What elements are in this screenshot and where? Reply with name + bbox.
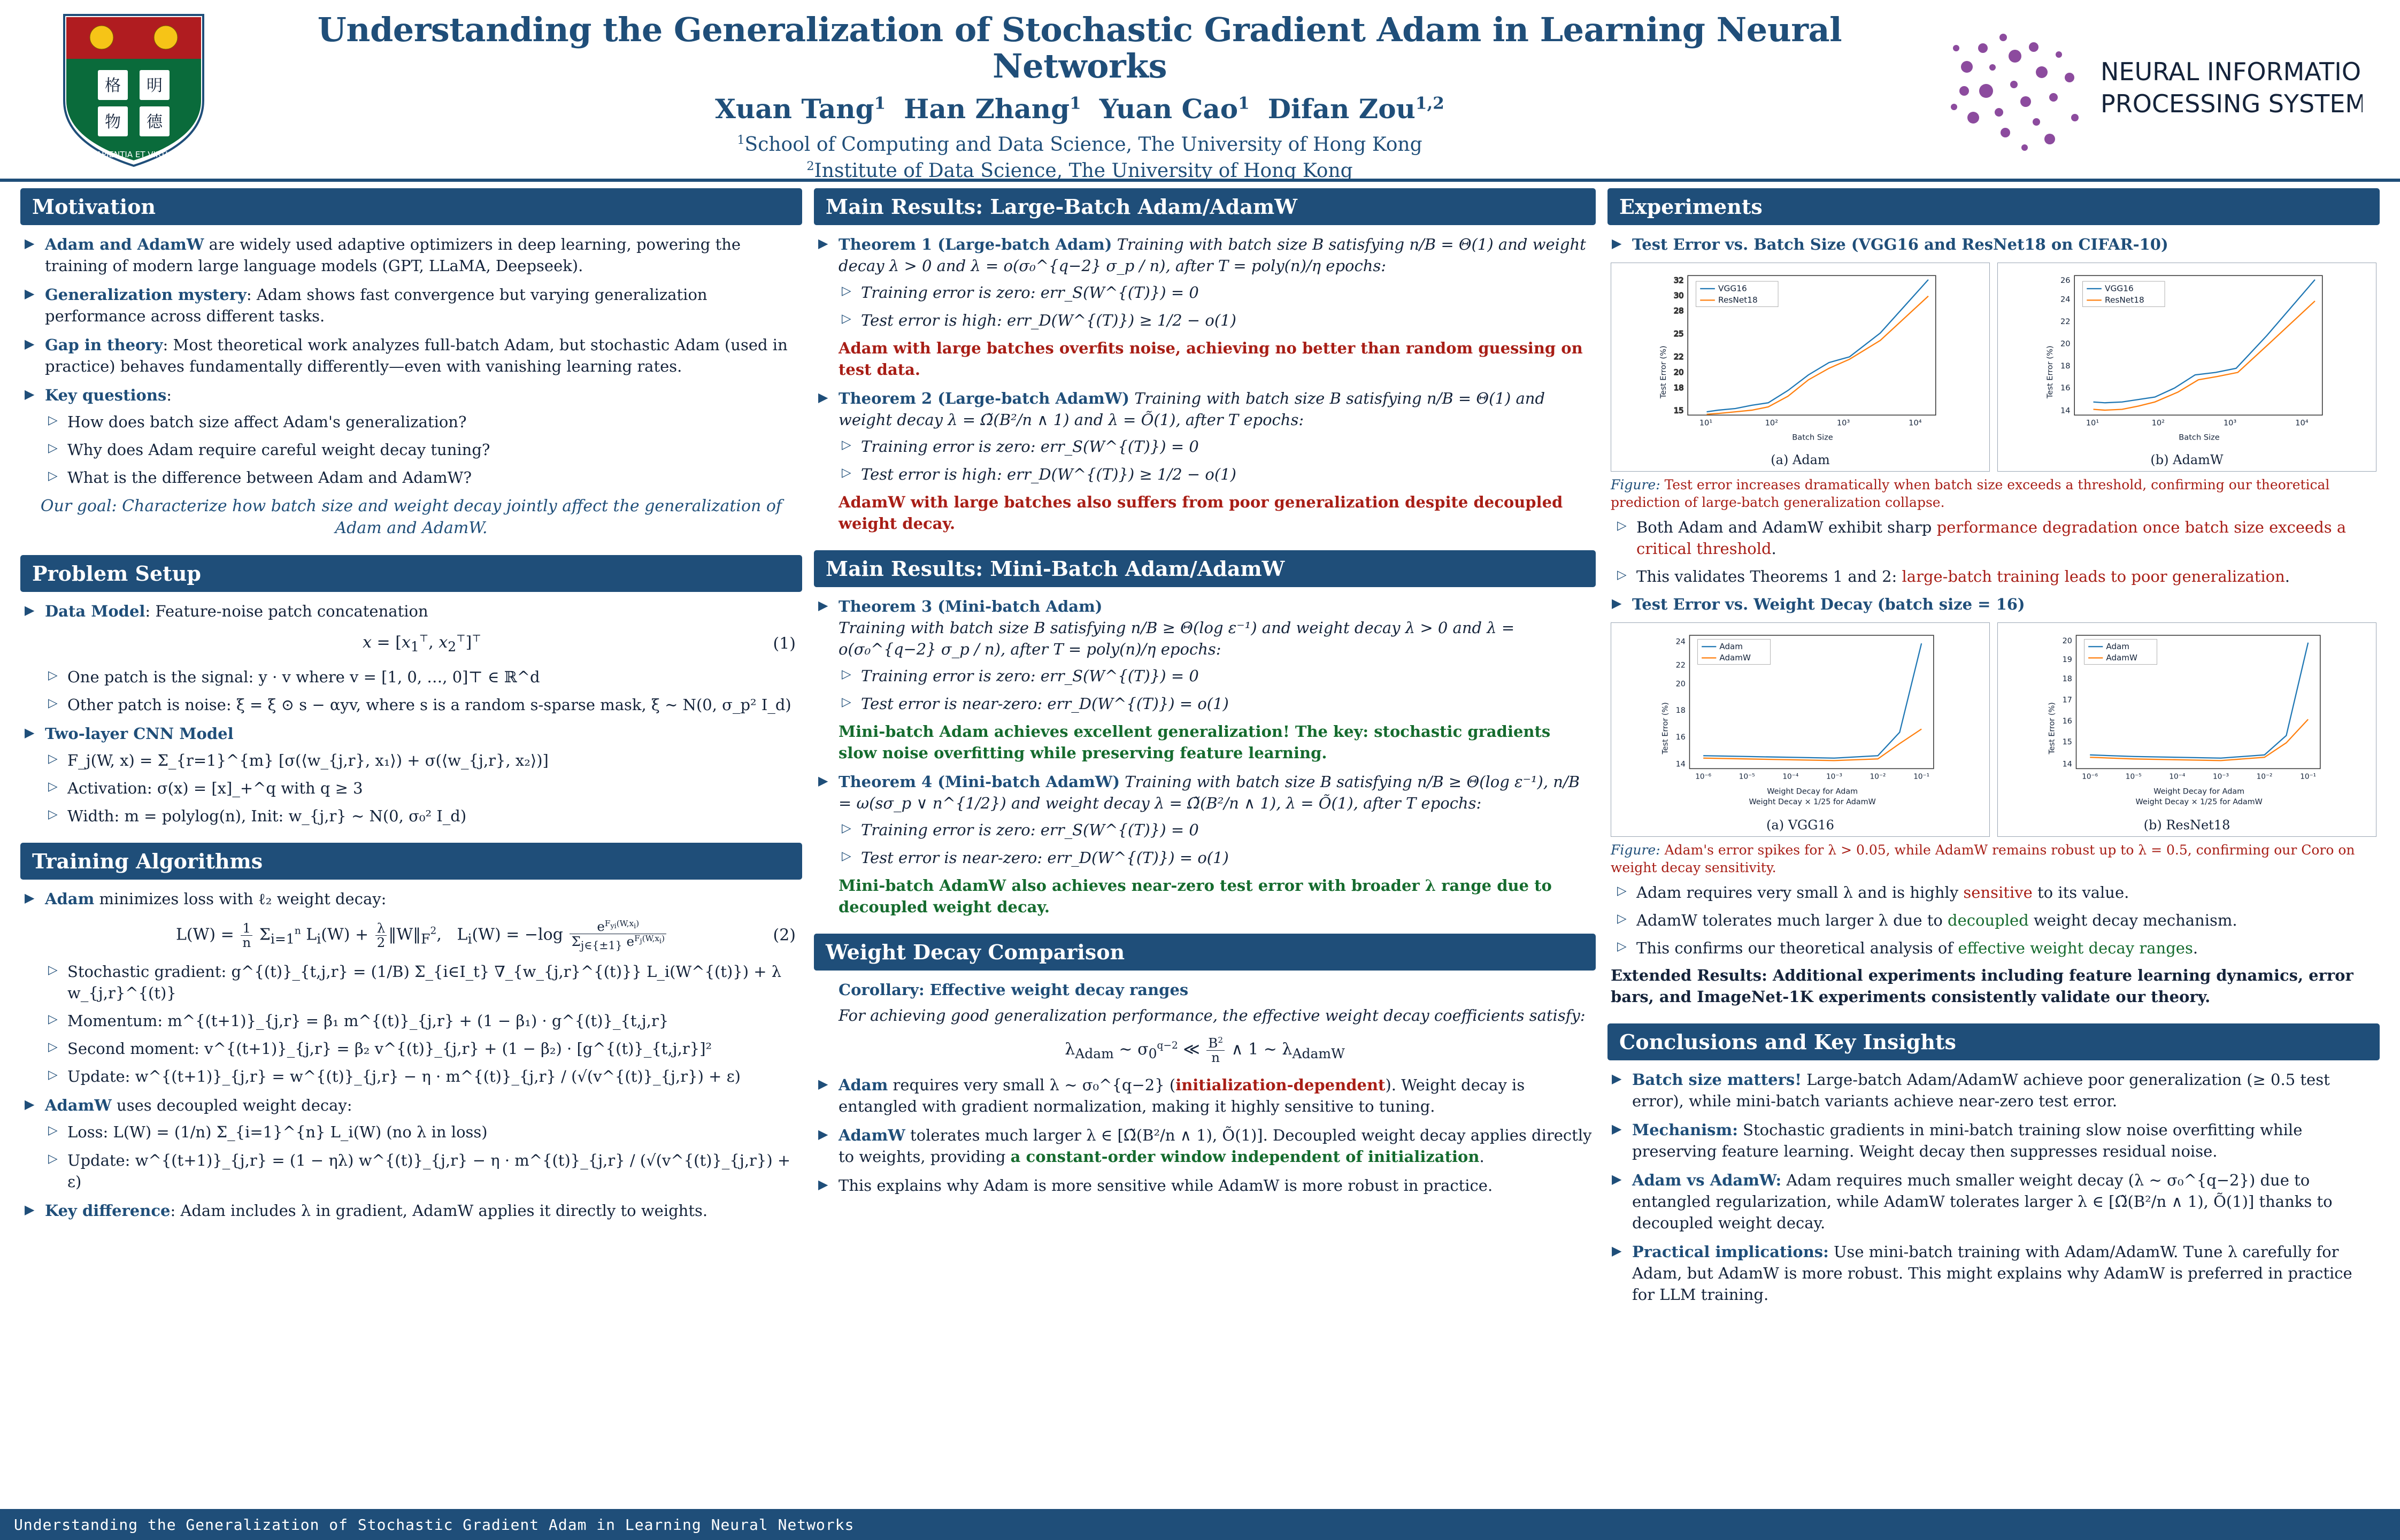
- equation-2: L(W) = $\frac{1}{n}$ $\Sigma_{i=1}^n$ $L_i(W)$ + $\frac{\lambda}{2}$ $‖W‖_F^2$, $L_i(W) = -\log$ $\frac{e^{F_{yi}(W,x_i)}}{\Sigma_{j\in\{\pm 1\}} e^{F_j(W,x_i)}}$ (2): [175, 918, 796, 952]
- svg-text:17: 17: [2062, 696, 2072, 705]
- list-item: ▷ Training error is zero: err_S(W^{(T)}) = 0: [839, 282, 1593, 303]
- list-item: ▷ Second moment: v^{(t+1)}_{j,r} = β₂ v^{(t)}_{j,r} + (1 − β₂) · [g^{(t)}_{t,j,r}]²: [45, 1038, 799, 1059]
- list-item: ▷ Training error is zero: err_S(W^{(T)}) = 0: [839, 436, 1593, 457]
- equation-1: $x = [x_1^⊤$, $x_2^⊤]^⊤$ (1): [363, 633, 796, 655]
- svg-text:10⁻²: 10⁻²: [2256, 772, 2273, 781]
- svg-text:10¹: 10¹: [2086, 418, 2099, 428]
- footer-bar: [0, 1509, 2400, 1540]
- column-middle: [814, 188, 1596, 1212]
- svg-text:18: 18: [2060, 361, 2071, 371]
- list-item: ▶ Batch size matters! Large-batch Adam/AdamW achieve poor generalization (≥ 0.5 test error), while mini-batch variants achieve near-zero test error.: [1611, 1069, 2376, 1112]
- theorem-1-conclusion: Adam with large batches overfits noise, achieving no better than random guessing on test data.: [839, 339, 1583, 379]
- chart-batch-adam: [1611, 263, 1990, 472]
- section-header-problem-setup: Problem Setup: [20, 555, 802, 592]
- list-item: ▶ Adam vs AdamW: Adam requires much smaller weight decay (λ ∼ σ₀^{q−2}) due to entangled regularization, while AdamW tolerates larger λ ∈ [Ω̃(B²/n ∧ 1), Õ(1)] thanks to decoupled weight decay.: [1611, 1169, 2376, 1234]
- corollary-title: Corollary: Effective weight decay ranges: [839, 981, 1189, 999]
- section-body-large-batch: [814, 234, 1596, 534]
- svg-text:10⁻⁴: 10⁻⁴: [1782, 772, 1799, 781]
- list-item: ▷ Training error is zero: err_S(W^{(T)}) = 0: [839, 819, 1593, 841]
- affiliation-1: $^1$School of Computing and Data Science, The University of Hong Kong: [737, 133, 1422, 156]
- extended-results: Extended Results: Additional experiments including feature learning dynamics, error bars, and ImageNet-1K experiments consistently validate our theory.: [1611, 966, 2353, 1006]
- svg-text:10³: 10³: [1836, 418, 1850, 428]
- column-right: [1607, 188, 2380, 1321]
- list-item: ▶ Mechanism: Stochastic gradients in mini-batch training slow noise overfitting while preserving feature learning. Weight decay then suppresses residual noise.: [1611, 1119, 2376, 1162]
- svg-text:14: 14: [2060, 406, 2071, 415]
- svg-text:10⁻⁵: 10⁻⁵: [2125, 772, 2142, 781]
- svg-text:20: 20: [1673, 368, 1684, 378]
- equation-1-tag: (1): [773, 634, 796, 653]
- svg-text:10²: 10²: [1765, 418, 1778, 428]
- svg-text:Test Error (%): Test Error (%): [1661, 702, 1670, 754]
- affiliations: [230, 132, 1929, 184]
- list-item: ▷ Loss: L(W) = (1/n) Σ_{i=1}^{n} L_i(W) (no λ in loss): [45, 1121, 799, 1143]
- svg-text:22: 22: [1673, 352, 1684, 361]
- svg-text:14: 14: [2062, 760, 2072, 769]
- section-header-experiments: Experiments: [1607, 188, 2380, 225]
- poster-header: [0, 0, 2400, 182]
- figure-caption: (b) AdamW: [2150, 452, 2224, 468]
- list-item: ▶ Theorem 4 (Mini-batch AdamW) Training with batch size B satisfying n/B ≥ Θ(log ε⁻¹), n/B = ω(sσ_p ∨ n^{1/2}) and weight decay λ = Ω̃(B²/n ∧ 1), λ = Õ(1), after T epochs: ▷ Training error is zero: err_S(W^{(T)}) = 0 ▷ Test error is near-zero: err_D(W^{(T)}) = o(1) Mini-batch AdamW also achieves near-zero test error with broader λ range due to decoupled weight decay.: [817, 771, 1593, 918]
- list-item: ▷ What is the difference between Adam and AdamW?: [45, 467, 799, 488]
- svg-text:10⁻¹: 10⁻¹: [2300, 772, 2317, 781]
- list-item: ▶ Key difference: Adam includes λ in gradient, AdamW applies it directly to weights.: [24, 1200, 799, 1221]
- affiliation-2: $^2$Institute of Data Science, The University of Hong Kong: [806, 159, 1353, 182]
- list-item: ▷ Both Adam and AdamW exhibit sharp performance degradation once batch size exceeds a critical threshold.: [1614, 517, 2376, 559]
- list-item: ▷ Update: w^{(t+1)}_{j,r} = w^{(t)}_{j,r} − η · m^{(t)}_{j,r} / (√(v^{(t)}_{j,r}) + ε): [45, 1066, 799, 1087]
- list-item: ▶ Test Error vs. Weight Decay (batch size = 16): [1611, 594, 2376, 615]
- svg-text:Adam: Adam: [2106, 642, 2130, 652]
- svg-text:10⁻²: 10⁻²: [1870, 772, 1886, 781]
- svg-text:16: 16: [2062, 717, 2072, 726]
- list-item: ▷ Activation: σ(x) = [x]_+^q with q ≥ 3: [45, 777, 799, 799]
- svg-text:24: 24: [1675, 637, 1686, 646]
- list-item: ▶ Two-layer CNN Model ▷ F_j(W, x) = Σ_{r=1}^{m} [σ(⟨w_{j,r}, x₁⟩) + σ(⟨w_{j,r}, x₂⟩)] ▷ Activation: σ(x) = [x]_+^q with q ≥ 3 ▷ Width: m = polylog(n), Init: w_{j,r} ∼ N(0, σ₀² I_d): [24, 723, 799, 827]
- legend-vgg16: VGG16: [1718, 283, 1747, 294]
- svg-text:24: 24: [2060, 295, 2071, 304]
- svg-text:Weight Decay for Adam: Weight Decay for Adam: [1767, 787, 1858, 796]
- author-3: Yuan Cao$^1$: [1099, 93, 1250, 125]
- theorem-3-statement: Training with batch size B satisfying n/B ≥ Θ(log ε⁻¹) and weight decay λ > 0 and λ = o(σ₀^{q−2} σ_p / n), after T = poly(n)/η epochs:: [839, 619, 1515, 659]
- svg-text:26: 26: [2060, 276, 2071, 286]
- list-item: ▶ Practical implications: Use mini-batch training with Adam/AdamW. Tune λ carefully for Adam, but AdamW is more robust. This might explains why AdamW is preferred in practice for LLM training.: [1611, 1241, 2376, 1305]
- svg-text:10⁴: 10⁴: [1909, 418, 1922, 428]
- section-header-large-batch: Main Results: Large-Batch Adam/AdamW: [814, 188, 1596, 225]
- svg-text:32: 32: [1673, 276, 1684, 286]
- section-body-problem-setup: [20, 600, 802, 827]
- svg-text:25: 25: [1673, 329, 1684, 338]
- column-left: [20, 188, 802, 1237]
- section-body-experiments: [1607, 234, 2380, 1007]
- svg-text:10⁻³: 10⁻³: [1826, 772, 1842, 781]
- svg-text:10⁻⁶: 10⁻⁶: [2082, 772, 2098, 781]
- chart-xlabel: Batch Size: [1792, 433, 1833, 442]
- list-item: ▶ Key questions: ▷ How does batch size affect Adam's generalization? ▷ Why does Adam require careful weight decay tuning? ▷ What is the difference between Adam and AdamW?: [24, 384, 799, 488]
- figure-note-batch: Figure: Test error increases dramatically when batch size exceeds a threshold, confirming our theoretical prediction of large-batch generalization collapse.: [1611, 477, 2330, 511]
- list-item: ▷ Adam requires very small λ and is highly sensitive to its value.: [1614, 882, 2376, 903]
- svg-text:Batch Size: Batch Size: [2179, 433, 2220, 442]
- author-2: Han Zhang$^1$: [904, 93, 1081, 125]
- hku-motto: SAPIENTIA ET VIRTUS: [91, 150, 176, 159]
- svg-text:物: 物: [105, 113, 121, 132]
- svg-text:Weight Decay for Adam: Weight Decay for Adam: [2153, 787, 2245, 796]
- svg-text:15: 15: [2062, 738, 2072, 747]
- section-body-conclusions: [1607, 1069, 2380, 1305]
- svg-text:格: 格: [105, 76, 121, 95]
- list-item: ▶ Theorem 2 (Large-batch AdamW) Training with batch size B satisfying n/B = Θ(1) and weight decay λ = Ω̃(B²/n ∧ 1) and λ = Õ(1), after T epochs: ▷ Training error is zero: err_S(W^{(T)}) = 0 ▷ Test error is high: err_D(W^{(T)}) ≥ 1/2 − o(1) AdamW with large batches also suffers from poor generalization despite decoupled weight decay.: [817, 388, 1593, 534]
- equation-2-tag: (2): [773, 926, 796, 945]
- section-body-mini-batch: [814, 596, 1596, 918]
- svg-text:10¹: 10¹: [1699, 418, 1713, 428]
- list-item: ▷ How does batch size affect Adam's generalization?: [45, 411, 799, 433]
- svg-text:10⁻⁴: 10⁻⁴: [2169, 772, 2186, 781]
- svg-text:19: 19: [2062, 656, 2072, 665]
- svg-text:28: 28: [1673, 306, 1684, 315]
- theorem-2-conclusion: AdamW with large batches also suffers from poor generalization despite decoupled weight decay.: [839, 493, 1563, 533]
- chart-wd-resnet18: [1997, 622, 2376, 837]
- svg-text:德: 德: [147, 113, 163, 132]
- svg-text:22: 22: [1675, 661, 1686, 670]
- author-list: [230, 93, 1929, 125]
- list-item: ▷ Width: m = polylog(n), Init: w_{j,r} ∼ N(0, σ₀² I_d): [45, 805, 799, 827]
- list-item: ▶ Data Model: Feature-noise patch concatenation $x = [x_1^⊤$, $x_2^⊤]^⊤$ (1) ▷ One patch is the signal: y · v where v = [1, 0, …, 0]⊤ ∈ ℝ^d ▷ Other patch is noise: ξ = ξ ⊙ s − αyv, where s is a random s-sparse mask, ξ ∼ N(0, σ_p² I_d): [24, 600, 799, 715]
- figure-batch-size: [1611, 263, 2376, 472]
- svg-text:16: 16: [1675, 733, 1686, 742]
- section-body-motivation: [20, 234, 802, 539]
- chart-batch-adamw: [1997, 263, 2376, 472]
- author-4: Difan Zou$^{1,2}$: [1267, 93, 1444, 125]
- svg-text:30: 30: [1673, 291, 1684, 301]
- svg-text:Test Error (%): Test Error (%): [2048, 702, 2057, 754]
- section-header-weight-decay: Weight Decay Comparison: [814, 934, 1596, 971]
- list-item: ▶ Test Error vs. Batch Size (VGG16 and ResNet18 on CIFAR-10): [1611, 234, 2376, 255]
- svg-text:Adam: Adam: [1719, 642, 1743, 652]
- svg-text:明: 明: [147, 76, 163, 95]
- corollary-equation: $\lambda_{Adam}$ ∼ $\sigma_0^{q-2}$ ≪ $\frac{B^2}{n}$ ∧ 1 ∼ $\lambda_{AdamW}$: [1065, 1035, 1345, 1066]
- svg-text:10⁻⁵: 10⁻⁵: [1739, 772, 1755, 781]
- section-header-motivation: Motivation: [20, 188, 802, 225]
- list-item: ▶ Gap in theory: Most theoretical work analyzes full-batch Adam, but stochastic Adam (used in practice) behaves fundamentally differently—even with vanishing learning rates.: [24, 334, 799, 377]
- list-item: ▷ Update: w^{(t+1)}_{j,r} = (1 − ηλ) w^{(t)}_{j,r} − η · m^{(t)}_{j,r} / (√(v^{(t)}_{j,r}) + ε): [45, 1150, 799, 1192]
- list-item: ▷ Training error is zero: err_S(W^{(T)}) = 0: [839, 665, 1593, 687]
- section-header-mini-batch: Main Results: Mini-Batch Adam/AdamW: [814, 550, 1596, 587]
- svg-text:18: 18: [2062, 675, 2072, 684]
- corollary-text: For achieving good generalization performance, the effective weight decay coefficients satisfy:: [839, 1006, 1586, 1025]
- svg-text:10³: 10³: [2223, 418, 2237, 428]
- svg-text:18: 18: [1675, 706, 1686, 715]
- svg-text:Test Error (%): Test Error (%): [2045, 345, 2055, 399]
- svg-text:16: 16: [2060, 383, 2071, 393]
- section-body-weight-decay: [814, 979, 1596, 1196]
- theorem-3-conclusion: Mini-batch Adam achieves excellent generalization! The key: stochastic gradients slow noise overfitting while preserving feature learning.: [839, 722, 1551, 763]
- list-item: ▷ Other patch is noise: ξ = ξ ⊙ s − αyv, where s is a random s-sparse mask, ξ ∼ N(0, σ_p² I_d): [45, 694, 799, 715]
- list-item: ▶ Theorem 1 (Large-batch Adam) Training with batch size B satisfying n/B = Θ(1) and weight decay λ > 0 and λ = o(σ₀^{q−2} σ_p / n), after T = poly(n)/η epochs: ▷ Training error is zero: err_S(W^{(T)}) = 0 ▷ Test error is high: err_D(W^{(T)}) ≥ 1/2 − o(1) Adam with large batches overfits noise, achieving no better than random guessing on test data.: [817, 234, 1593, 380]
- list-item: ▷ This validates Theorems 1 and 2: large-batch training leads to poor generalization.: [1614, 566, 2376, 587]
- svg-text:20: 20: [2060, 339, 2071, 349]
- chart-wd-vgg16: [1611, 622, 1990, 837]
- svg-text:Weight Decay × 1/25 for AdamW: Weight Decay × 1/25 for AdamW: [1749, 798, 1876, 807]
- svg-text:AdamW: AdamW: [1719, 653, 1751, 663]
- list-item: ▷ Momentum: m^{(t+1)}_{j,r} = β₁ m^{(t)}_{j,r} + (1 − β₁) · g^{(t)}_{t,j,r}: [45, 1010, 799, 1031]
- list-item: ▷ AdamW tolerates much larger λ due to decoupled weight decay mechanism.: [1614, 910, 2376, 931]
- footer-text: Understanding the Generalization of Stochastic Gradient Adam in Learning Neural Networks: [14, 1515, 855, 1534]
- section-header-training-algorithms: Training Algorithms: [20, 843, 802, 880]
- list-item: ▶ This explains why Adam is more sensitive while AdamW is more robust in practice.: [817, 1175, 1593, 1196]
- list-item: ▶ AdamW tolerates much larger λ ∈ [Ω̃(B²/n ∧ 1), Õ(1)]. Decoupled weight decay applies directly to weights, providing a constant-order window independent of initialization.: [817, 1125, 1593, 1167]
- hku-logo: [48, 10, 219, 170]
- list-item: ▶ Adam and AdamW are widely used adaptive optimizers in deep learning, powering the training of modern large language models (GPT, LLaMA, Deepseek).: [24, 234, 799, 276]
- svg-text:14: 14: [1675, 760, 1686, 769]
- theorem-4-conclusion: Mini-batch AdamW also achieves near-zero test error with broader λ range due to decoupled weight decay.: [839, 876, 1552, 917]
- neurips-line-2: PROCESSING SYSTEMS: [2101, 89, 2363, 118]
- svg-text:ResNet18: ResNet18: [2105, 295, 2144, 305]
- neurips-logo: [1935, 16, 2363, 160]
- figure-caption: (a) VGG16: [1766, 818, 1834, 833]
- svg-text:15: 15: [1673, 406, 1684, 415]
- poster-columns: [0, 188, 2400, 1509]
- list-item: ▷ Stochastic gradient: g^{(t)}_{t,j,r} = (1/B) Σ_{i∈I_t} ∇_{w_{j,r}^{(t)}} L_i(W^{(t)}) + λ w_{j,r}^{(t)}: [45, 961, 799, 1004]
- chart-ylabel: Test Error (%): [1658, 345, 1668, 399]
- figure-weight-decay: [1611, 622, 2376, 837]
- list-item: ▷ F_j(W, x) = Σ_{r=1}^{m} [σ(⟨w_{j,r}, x₁⟩) + σ(⟨w_{j,r}, x₂⟩)]: [45, 750, 799, 771]
- list-item: ▶ Adam requires very small λ ∼ σ₀^{q−2} (initialization-dependent). Weight decay is entangled with gradient normalization, making it highly sensitive to tuning.: [817, 1074, 1593, 1117]
- list-item: ▷ One patch is the signal: y · v where v = [1, 0, …, 0]⊤ ∈ ℝ^d: [45, 666, 799, 688]
- svg-text:AdamW: AdamW: [2106, 653, 2137, 663]
- list-item: ▷ Why does Adam require careful weight decay tuning?: [45, 439, 799, 460]
- svg-text:20: 20: [2062, 637, 2072, 646]
- section-header-conclusions: Conclusions and Key Insights: [1607, 1023, 2380, 1060]
- section-body-training-algorithms: [20, 888, 802, 1221]
- svg-text:18: 18: [1673, 383, 1684, 393]
- svg-text:10²: 10²: [2151, 418, 2165, 428]
- list-item: ▷ Test error is high: err_D(W^{(T)}) ≥ 1/2 − o(1): [839, 464, 1593, 485]
- svg-text:20: 20: [1675, 680, 1686, 689]
- page-title: Understanding the Generalization of Stochastic Gradient Adam in Learning Neural Networks: [317, 10, 1842, 86]
- neurips-line-1: NEURAL INFORMATION: [2101, 57, 2363, 86]
- svg-text:10⁻³: 10⁻³: [2212, 772, 2229, 781]
- goal-statement: Our goal: Characterize how batch size and weight decay jointly affect the generalization of Adam and AdamW.: [40, 497, 782, 537]
- svg-text:10⁴: 10⁴: [2295, 418, 2309, 428]
- svg-text:10⁻⁶: 10⁻⁶: [1695, 772, 1712, 781]
- svg-text:VGG16: VGG16: [2105, 283, 2134, 294]
- figure-note-weight-decay: Figure: Adam's error spikes for λ > 0.05, while AdamW remains robust up to λ = 0.5, confirming our Coro on weight decay sensitivity.: [1611, 842, 2355, 876]
- list-item: ▶ Adam minimizes loss with ℓ₂ weight decay: L(W) = $\frac{1}{n}$ $\Sigma_{i=1}^n$ $L_i(W)$ + $\frac{\lambda}{2}$ $‖W‖_F^2$, $L_i(W) = -\log$ $\frac{e^{F_{yi}(W,x_i)}}{\Sigma_{j\in\{\pm 1\}} e^{F_j(W,x_i)}}$ (2) ▷ Stochastic gradient: g^{(t)}_{t,j,r} = (1/B) Σ_{i∈I_t} ∇_{w_{j,r}^{(t)}} L_i(W^{(t)}) + λ w_{j,r}^{(t)} ▷ Momentum: m^{(t+1)}_{j,r} = β₁ m^{(t)}_{j,r} + (1 − β₁) · g^{(t)}_{t,j,r} ▷ Second moment: v^{(t+1)}_{j,r} = β₂ v^{(t)}_{j,r} + (1 − β₂) · [g^{(t)}_{t,j,r}]² ▷ Update: w^{(t+1)}_{j,r} = w^{(t)}_{j,r} − η · m^{(t)}_{j,r} / (√(v^{(t)}_{j,r}) + ε): [24, 888, 799, 1088]
- svg-text:22: 22: [2060, 317, 2071, 326]
- author-1: Xuan Tang$^1$: [715, 93, 886, 125]
- svg-text:Weight Decay × 1/25 for AdamW: Weight Decay × 1/25 for AdamW: [2135, 798, 2263, 807]
- legend-resnet18: ResNet18: [1718, 295, 1758, 305]
- svg-text:10⁻¹: 10⁻¹: [1913, 772, 1930, 781]
- list-item: ▶ AdamW uses decoupled weight decay: ▷ Loss: L(W) = (1/n) Σ_{i=1}^{n} L_i(W) (no λ in loss) ▷ Update: w^{(t+1)}_{j,r} = (1 − ηλ) w^{(t)}_{j,r} − η · m^{(t)}_{j,r} / (√(v^{(t)}_{j,r}) + ε): [24, 1095, 799, 1192]
- list-item: ▷ This confirms our theoretical analysis of effective weight decay ranges.: [1614, 937, 2376, 959]
- list-item: ▶ Theorem 3 (Mini-batch Adam) Training with batch size B satisfying n/B ≥ Θ(log ε⁻¹) and weight decay λ > 0 and λ = o(σ₀^{q−2} σ_p / n), after T = poly(n)/η epochs: ▷ Training error is zero: err_S(W^{(T)}) = 0 ▷ Test error is near-zero: err_D(W^{(T)}) = o(1) Mini-batch Adam achieves excellent generalization! The key: stochastic gradients slow noise overfitting while preserving feature learning.: [817, 596, 1593, 764]
- list-item: ▷ Test error is near-zero: err_D(W^{(T)}) = o(1): [839, 847, 1593, 868]
- figure-caption: (a) Adam: [1771, 452, 1830, 468]
- list-item: ▷ Test error is near-zero: err_D(W^{(T)}) = o(1): [839, 693, 1593, 714]
- title-block: [230, 12, 1929, 184]
- list-item: ▷ Test error is high: err_D(W^{(T)}) ≥ 1/2 − o(1): [839, 310, 1593, 331]
- figure-caption: (b) ResNet18: [2143, 818, 2230, 833]
- list-item: ▶ Generalization mystery: Adam shows fast convergence but varying generalization performance across different tasks.: [24, 284, 799, 327]
